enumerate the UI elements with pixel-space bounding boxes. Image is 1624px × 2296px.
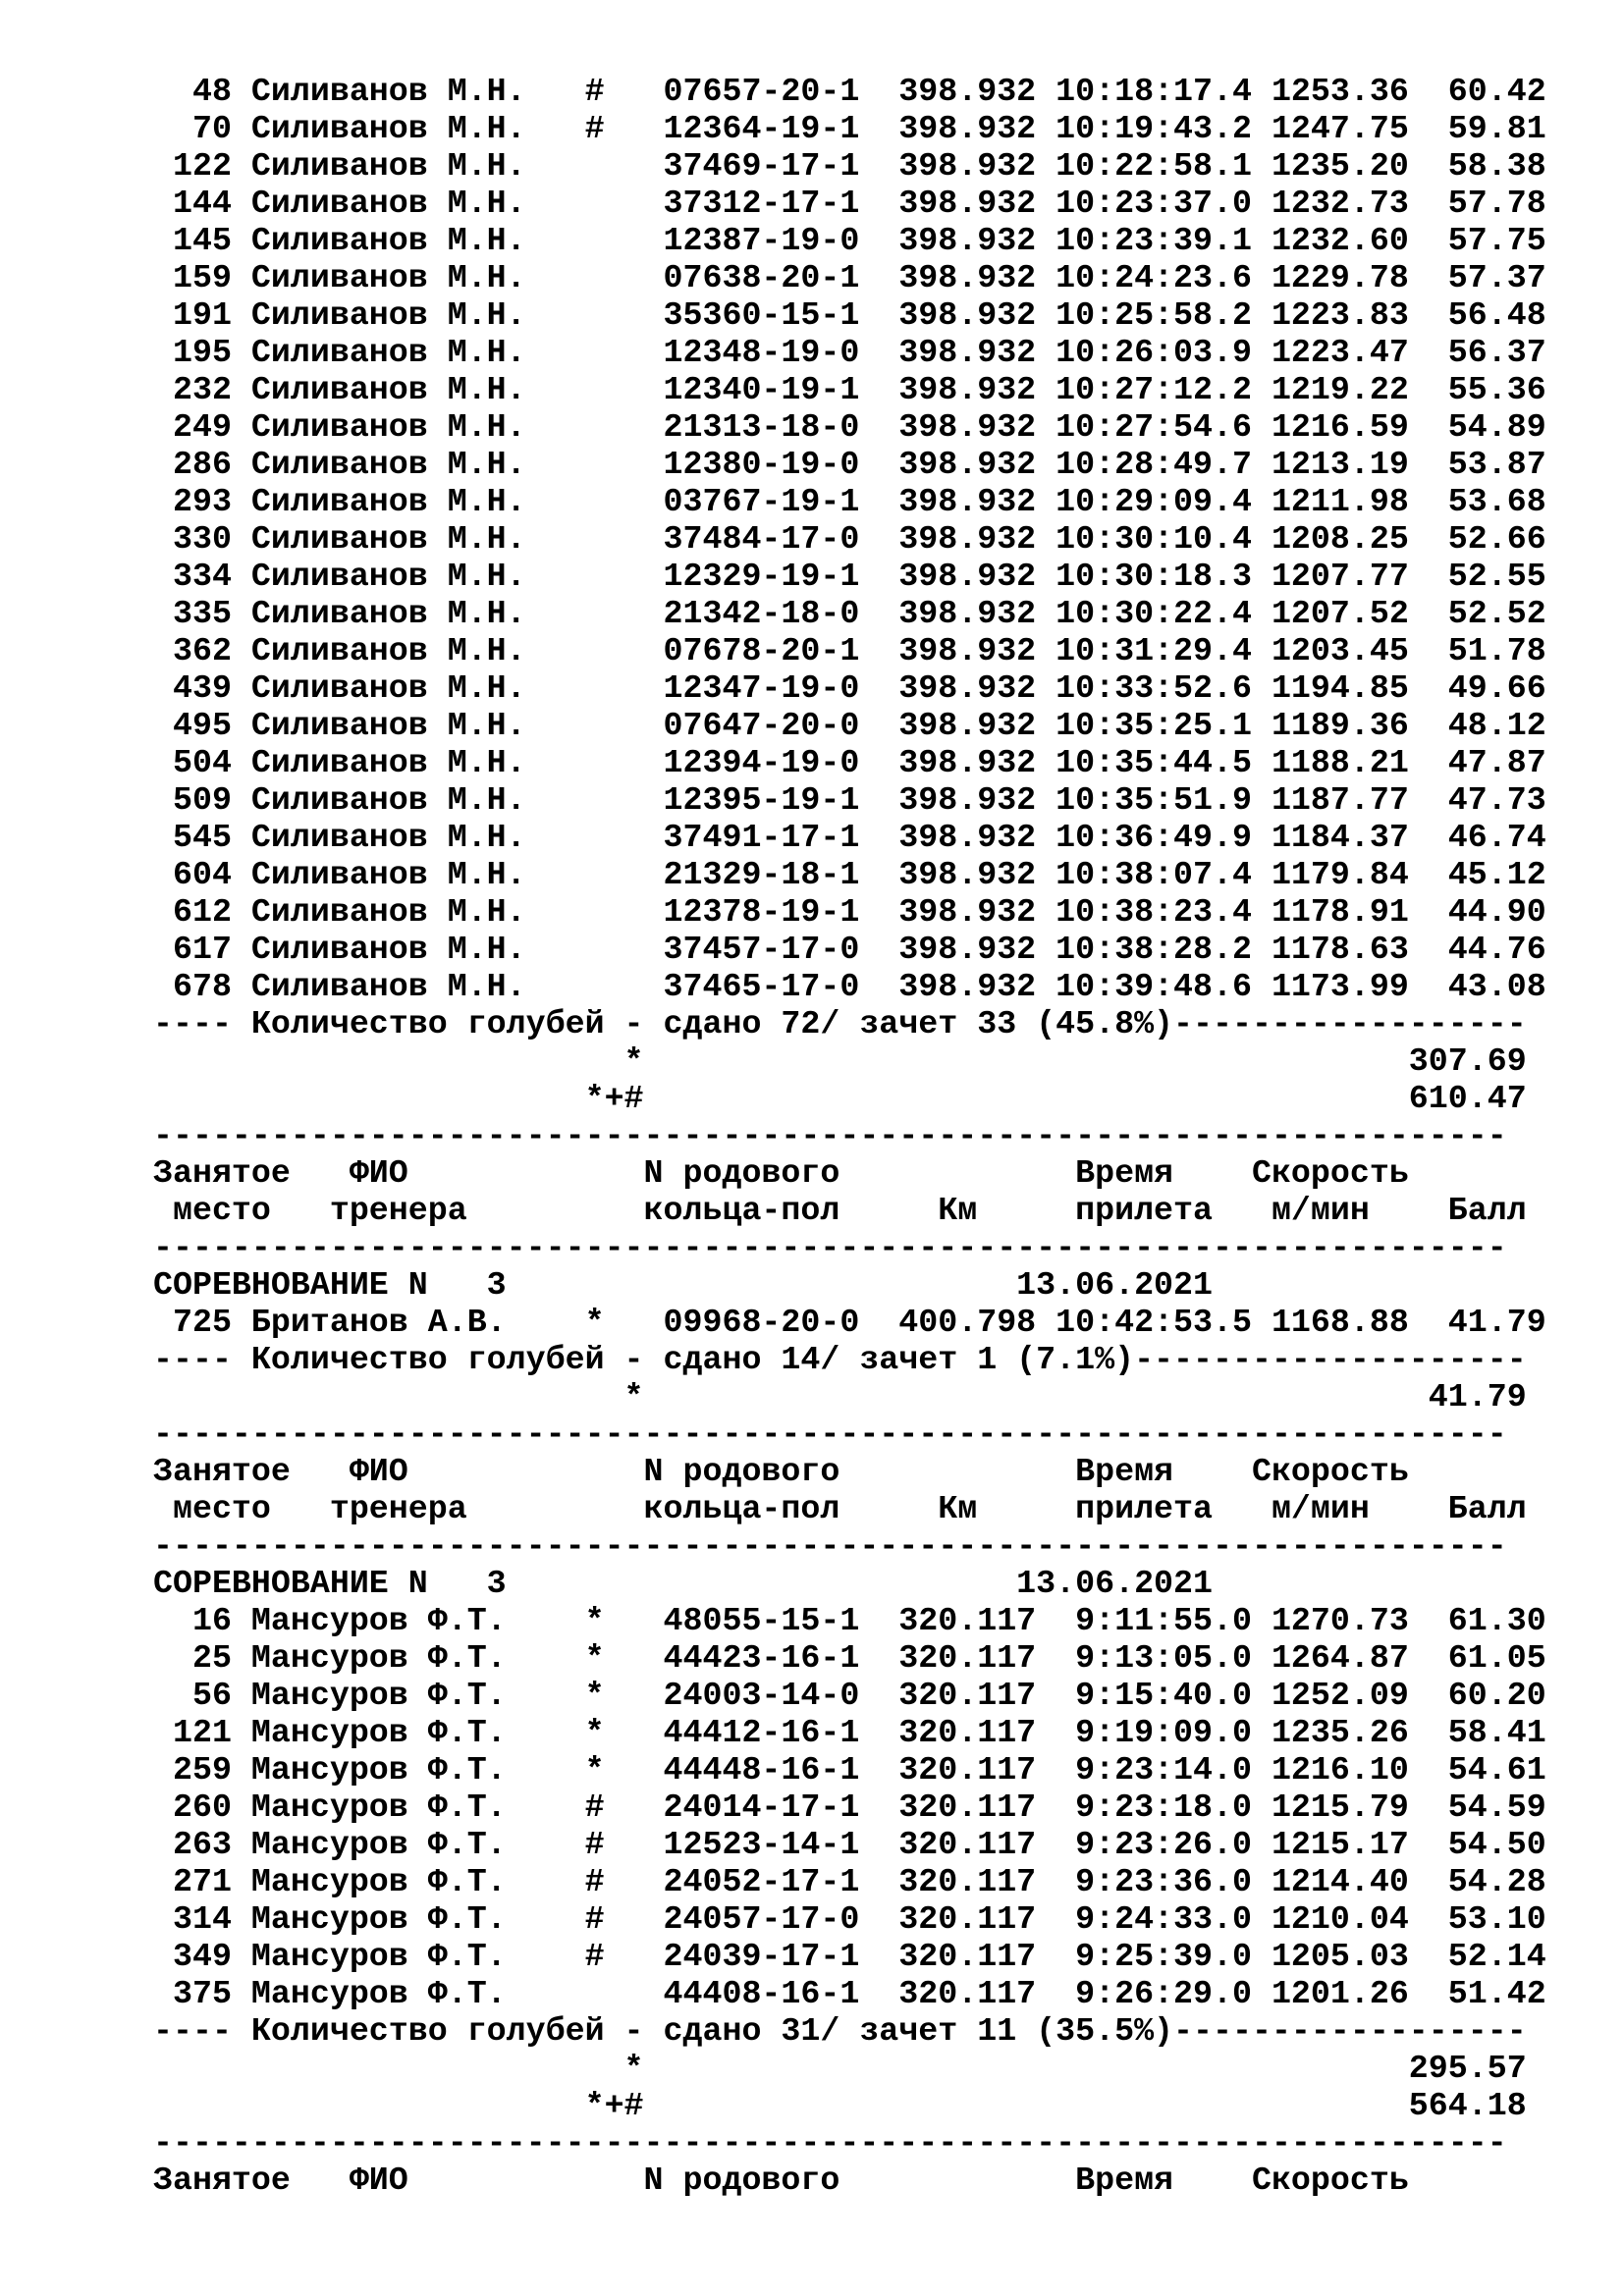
pigeon-count-summary: ---- Количество голубей - сдано 72/ зачет 33 (45.8%)------------------ [153,1005,1527,1042]
result-row: 259 Мансуров Ф.Т. * 44448-16-1 320.117 9:23:14.0 1216.10 54.61 [153,1751,1546,1789]
pigeon-count-summary: ---- Количество голубей - сдано 14/ зачет 1 (7.1%)-------------------- [153,1341,1527,1378]
result-row: 144 Силиванов М.Н. 37312-17-1 398.932 10:23:37.0 1232.73 57.78 [153,185,1546,222]
pigeon-count-summary: ---- Количество голубей - сдано 31/ зачет 11 (35.5%)------------------ [153,2012,1527,2050]
result-row: 678 Силиванов М.Н. 37465-17-0 398.932 10:39:48.6 1173.99 43.08 [153,968,1546,1005]
result-row: 191 Силиванов М.Н. 35360-15-1 398.932 10:25:58.2 1223.83 56.48 [153,296,1546,334]
result-row: 145 Силиванов М.Н. 12387-19-0 398.932 10:23:39.1 1232.60 57.75 [153,222,1546,259]
result-row: 195 Силиванов М.Н. 12348-19-0 398.932 10:26:03.9 1223.47 56.37 [153,334,1546,371]
result-row: 159 Силиванов М.Н. 07638-20-1 398.932 10:24:23.6 1229.78 57.37 [153,259,1546,296]
result-row: 335 Силиванов М.Н. 21342-18-0 398.932 10:30:22.4 1207.52 52.52 [153,595,1546,632]
separator-line: --------------------------------------------------------------------- [153,1527,1507,1565]
result-row: 232 Силиванов М.Н. 12340-19-1 398.932 10:27:12.2 1219.22 55.36 [153,371,1546,408]
result-row: 56 Мансуров Ф.Т. * 24003-14-0 320.117 9:15:40.0 1252.09 60.20 [153,1677,1546,1714]
separator-line: --------------------------------------------------------------------- [153,2124,1507,2162]
column-header-row1: Занятое ФИО N родового Время Скорость [153,1453,1409,1490]
separator-line: --------------------------------------------------------------------- [153,1415,1507,1453]
result-row: 271 Мансуров Ф.Т. # 24052-17-1 320.117 9:23:36.0 1214.40 54.28 [153,1863,1546,1900]
result-row: 293 Силиванов М.Н. 03767-19-1 398.932 10:29:09.4 1211.98 53.68 [153,483,1546,520]
result-row: 362 Силиванов М.Н. 07678-20-1 398.932 10:31:29.4 1203.45 51.78 [153,632,1546,669]
result-row: 263 Мансуров Ф.Т. # 12523-14-1 320.117 9:23:26.0 1215.17 54.50 [153,1826,1546,1863]
competition-title: СОРЕВНОВАНИЕ N 3 13.06.2021 [153,1266,1213,1304]
result-row: 604 Силиванов М.Н. 21329-18-1 398.932 10:38:07.4 1179.84 45.12 [153,856,1546,893]
column-header-row1: Занятое ФИО N родового Время Скорость [153,2162,1409,2199]
separator-line: --------------------------------------------------------------------- [153,1229,1507,1266]
result-row: 545 Силиванов М.Н. 37491-17-1 398.932 10:36:49.9 1184.37 46.74 [153,819,1546,856]
column-header-row1: Занятое ФИО N родового Время Скорость [153,1154,1409,1192]
result-row: 122 Силиванов М.Н. 37469-17-1 398.932 10:22:58.1 1235.20 58.38 [153,147,1546,185]
result-row: 249 Силиванов М.Н. 21313-18-0 398.932 10:27:54.6 1216.59 54.89 [153,408,1546,446]
results-sheet [153,73,1546,2199]
points-total: * 295.57 [153,2050,1527,2087]
result-row: 121 Мансуров Ф.Т. * 44412-16-1 320.117 9:19:09.0 1235.26 58.41 [153,1714,1546,1751]
result-row: 260 Мансуров Ф.Т. # 24014-17-1 320.117 9:23:18.0 1215.79 54.59 [153,1789,1546,1826]
separator-line: --------------------------------------------------------------------- [153,1117,1507,1154]
result-row: 725 Британов А.В. * 09968-20-0 400.798 10:42:53.5 1168.88 41.79 [153,1304,1546,1341]
result-row: 330 Силиванов М.Н. 37484-17-0 398.932 10:30:10.4 1208.25 52.66 [153,520,1546,558]
result-row: 509 Силиванов М.Н. 12395-19-1 398.932 10:35:51.9 1187.77 47.73 [153,781,1546,819]
points-total: * 41.79 [153,1378,1527,1415]
result-row: 349 Мансуров Ф.Т. # 24039-17-1 320.117 9:25:39.0 1205.03 52.14 [153,1938,1546,1975]
result-row: 48 Силиванов М.Н. # 07657-20-1 398.932 10:18:17.4 1253.36 60.42 [153,73,1546,110]
competition-title: СОРЕВНОВАНИЕ N 3 13.06.2021 [153,1565,1213,1602]
result-row: 70 Силиванов М.Н. # 12364-19-1 398.932 10:19:43.2 1247.75 59.81 [153,110,1546,147]
result-row: 286 Силиванов М.Н. 12380-19-0 398.932 10:28:49.7 1213.19 53.87 [153,446,1546,483]
points-total: *+# 564.18 [153,2087,1527,2124]
result-row: 334 Силиванов М.Н. 12329-19-1 398.932 10:30:18.3 1207.77 52.55 [153,558,1546,595]
points-total: *+# 610.47 [153,1080,1527,1117]
result-row: 504 Силиванов М.Н. 12394-19-0 398.932 10:35:44.5 1188.21 47.87 [153,744,1546,781]
column-header-row2: место тренера кольца-пол Км прилета м/мин Балл [153,1490,1527,1527]
result-row: 314 Мансуров Ф.Т. # 24057-17-0 320.117 9:24:33.0 1210.04 53.10 [153,1900,1546,1938]
result-row: 25 Мансуров Ф.Т. * 44423-16-1 320.117 9:13:05.0 1264.87 61.05 [153,1639,1546,1677]
result-row: 495 Силиванов М.Н. 07647-20-0 398.932 10:35:25.1 1189.36 48.12 [153,707,1546,744]
result-row: 612 Силиванов М.Н. 12378-19-1 398.932 10:38:23.4 1178.91 44.90 [153,893,1546,931]
result-row: 16 Мансуров Ф.Т. * 48055-15-1 320.117 9:11:55.0 1270.73 61.30 [153,1602,1546,1639]
result-row: 375 Мансуров Ф.Т. 44408-16-1 320.117 9:26:29.0 1201.26 51.42 [153,1975,1546,2012]
column-header-row2: место тренера кольца-пол Км прилета м/мин Балл [153,1192,1527,1229]
result-row: 439 Силиванов М.Н. 12347-19-0 398.932 10:33:52.6 1194.85 49.66 [153,669,1546,707]
result-row: 617 Силиванов М.Н. 37457-17-0 398.932 10:38:28.2 1178.63 44.76 [153,931,1546,968]
points-total: * 307.69 [153,1042,1527,1080]
